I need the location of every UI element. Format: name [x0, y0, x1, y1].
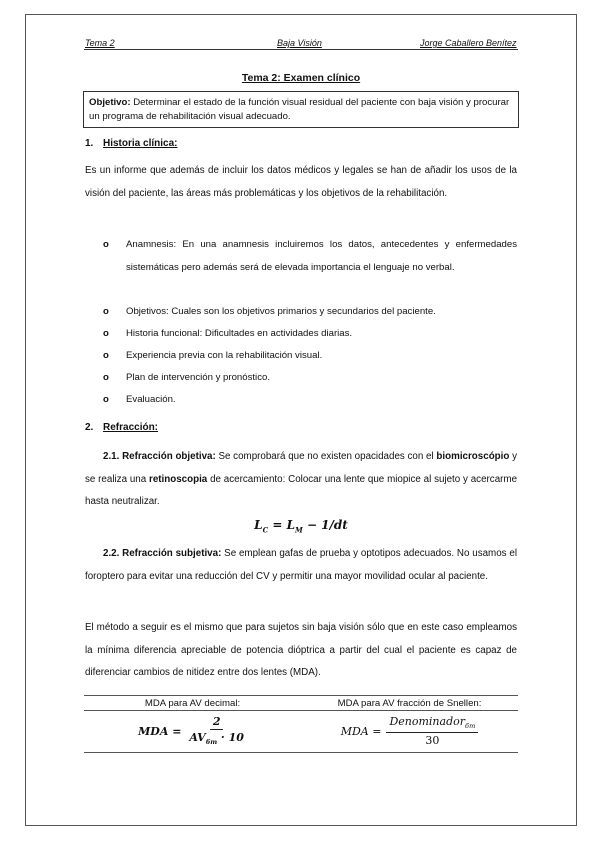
bullet-icon: o: [103, 239, 109, 250]
list-item-text: Experiencia previa con la rehabilitación visual.: [126, 350, 323, 361]
mda-snellen-denominator: 30: [425, 733, 440, 747]
section-2-title: Refracción:: [103, 422, 159, 433]
section-2-number: 2.: [85, 422, 94, 433]
bullet-icon: o: [103, 306, 109, 317]
section-1-heading: [85, 138, 177, 149]
section-2-heading: [85, 422, 158, 433]
list-item: [85, 301, 517, 324]
subsection-2-1-label: 2.1. Refracción objetiva:: [103, 451, 216, 462]
p1-bold-biomicroscopio: biomicroscópio: [436, 451, 510, 462]
mda-snellen-lhs: MDA =: [340, 724, 382, 738]
bullet-icon: o: [103, 394, 109, 405]
bullet-icon: o: [103, 328, 109, 339]
header-right: Jorge Caballero Benítez: [420, 38, 517, 48]
mda-snellen-fraction: [386, 715, 478, 746]
bullet-icon: o: [103, 350, 109, 361]
mda-decimal-lhs: MDA =: [138, 724, 182, 738]
list-item-text: Evaluación.: [126, 394, 176, 405]
objective-box: [83, 91, 519, 128]
p2-text: Se emplean gafas de prueba y optotipos adecuados. No usamos el foroptero para evitar una reducción del CV y permitir una mayor movilidad ocular al paciente.: [85, 548, 517, 582]
subsection-2-2-label: 2.2. Refracción subjetiva:: [103, 548, 222, 559]
mda-decimal-denominator: [186, 730, 246, 746]
formula-rest: − 1/dt: [302, 518, 348, 532]
mda-decimal-numerator: 2: [210, 715, 224, 730]
mda-decimal-fraction: [186, 715, 246, 746]
p1-text-b: y se realiza una: [85, 451, 518, 485]
list-item-text: Anamnesis: En una anamnesis incluiremos los datos, antecedentes y enfermedades sistemáticas pero además será de elevada importancia el lenguaje no verbal.: [126, 239, 517, 273]
formula-lhs-sub: C: [262, 525, 269, 535]
objective-text: Determinar el estado de la función visual residual del paciente con baja visión y procurar un programa de rehabilitación visual adecuado.: [89, 97, 510, 122]
mda-snellen-num-sub: 6m: [465, 722, 476, 731]
formula-mda-decimal: [84, 711, 301, 751]
formula-rhs: L: [286, 518, 296, 532]
list-item-text: Historia funcional: Dificultades en actividades diarias.: [126, 328, 353, 339]
section-1-number: 1.: [85, 138, 94, 149]
header-left: Tema 2: [85, 38, 115, 48]
mda-snellen-numerator: [386, 715, 478, 732]
formula-lc: [84, 518, 518, 534]
p1-text-c: de acercamiento: Colocar una lente que miopice al sujeto y acercarme hasta neutralizar.: [85, 473, 518, 507]
mda-snellen-num-main: Denominador: [389, 715, 465, 729]
table-bottom-rule: [84, 752, 518, 753]
bullet-icon: o: [103, 372, 109, 383]
page-title: Tema 2: Examen clínico: [241, 72, 361, 84]
formula-lhs: L: [254, 518, 263, 532]
list-item-text: Plan de intervención y pronóstico.: [126, 372, 270, 383]
table-top-rule: [84, 695, 518, 696]
section-1-title: Historia clínica:: [103, 138, 178, 149]
p1-bold-retinoscopia: retinoscopia: [149, 473, 208, 485]
header-rule: [84, 49, 518, 50]
mda-decimal-den-sub: 6m: [205, 738, 218, 747]
paragraph-refraccion-objetiva: [85, 446, 517, 514]
list-item-text: Objetivos: Cuales son los objetivos primarios y secundarios del paciente.: [126, 306, 436, 317]
mda-decimal-den-main: AV: [189, 731, 206, 745]
list-item: [85, 323, 517, 346]
paragraph-refraccion-subjetiva: [85, 543, 517, 588]
mda-decimal-den-rest: · 10: [217, 731, 244, 745]
list-item: [85, 234, 517, 279]
table-header-decimal: MDA para AV decimal:: [144, 698, 241, 709]
formula-eq: =: [268, 518, 287, 532]
table-header-snellen: MDA para AV fracción de Snellen:: [337, 698, 482, 709]
p1-text-a: Se comprobará que no existen opacidades con el: [215, 451, 437, 462]
paragraph-metodo: El método a seguir es el mismo que para sujetos sin baja visión sólo que en este caso empleamos la mínima diferencia apreciable de potencia dióptrica a partir del cual el paciente es capaz de diferenciar cambios de nitidez entre dos lentes (MDA).: [85, 622, 517, 678]
header-center: Baja Visión: [277, 38, 322, 48]
formula-mda-snellen: [301, 711, 518, 751]
section-1-intro: Es un informe que además de incluir los datos médicos y legales se han de añadir los usos de la visión del paciente, las áreas más problemáticas y los objetivos de la rehabilitación.: [85, 165, 517, 199]
list-item: [85, 367, 517, 390]
objective-label: Objetivo:: [89, 97, 131, 108]
list-item: [85, 389, 517, 412]
formula-rhs-sub: M: [295, 525, 303, 535]
list-item: [85, 345, 517, 368]
